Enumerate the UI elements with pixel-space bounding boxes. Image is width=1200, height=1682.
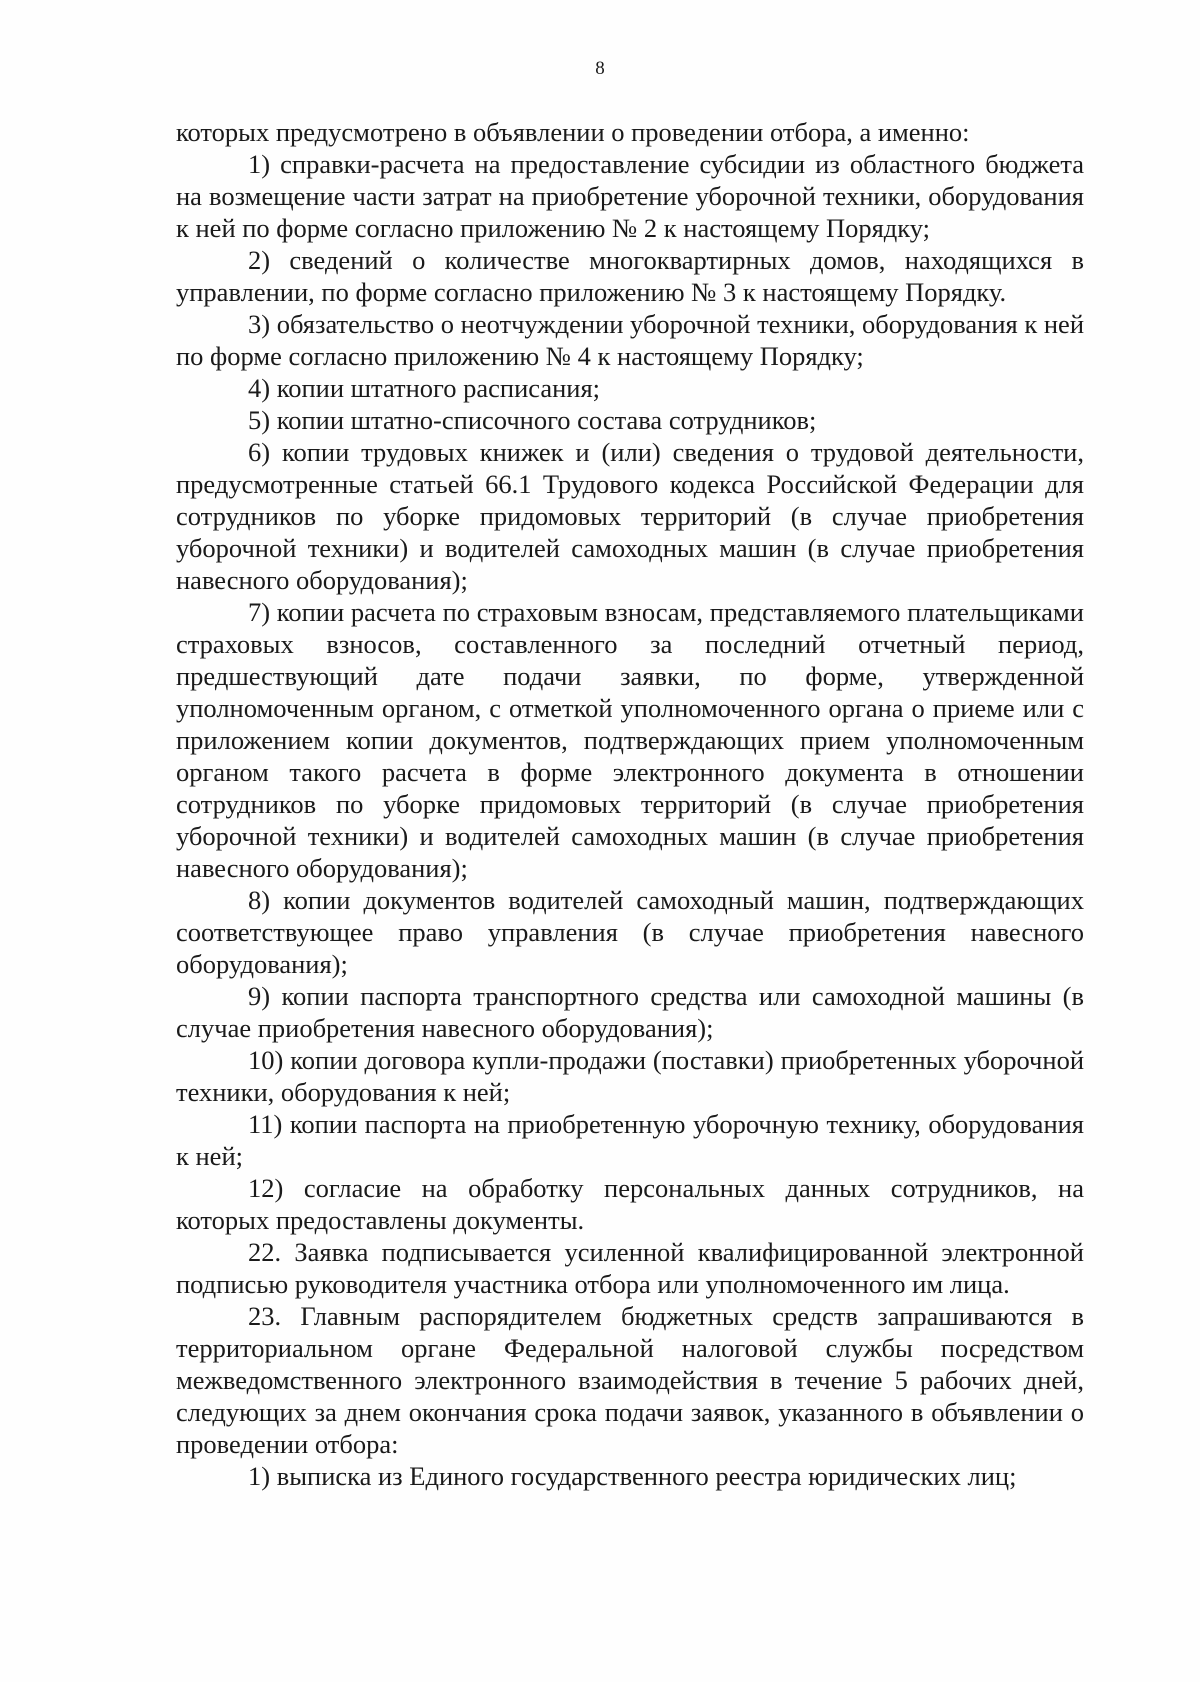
clause-23-tax-service-request: 23. Главным распорядителем бюджетных средств запрашиваются в территориальном органе Федеральной налоговой службы посредством межведомственного электронного взаимодействия в течение 5 рабочих дней, следующих за днем окончания срока подачи заявок, указанного в объявлении о проведении отбора: [176, 1301, 1084, 1459]
document-body [176, 116, 1084, 1492]
page-number: 8 [595, 58, 605, 79]
list-item-10-purchase-contract: 10) копии договора купли-продажи (поставки) приобретенных уборочной техники, оборудования к ней; [176, 1045, 1084, 1107]
list-item-8-driver-documents: 8) копии документов водителей самоходный машин, подтверждающих соответствующее право управления (в случае приобретения навесного оборудования); [176, 885, 1084, 979]
list-item-6-work-books: 6) копии трудовых книжек и (или) сведения о трудовой деятельности, предусмотренные статьей 66.1 Трудового кодекса Российской Федерации для сотрудников по уборке придомовых территорий (в случае приобретения уборочной техники) и водителей самоходных машин (в случае приобретения навесного оборудования); [176, 437, 1084, 595]
list-item-11-equipment-passport: 11) копии паспорта на приобретенную уборочную технику, оборудования к ней; [176, 1109, 1084, 1171]
list-item-9-vehicle-passport: 9) копии паспорта транспортного средства или самоходной машины (в случае приобретения навесного оборудования); [176, 981, 1084, 1043]
list-item-7-insurance-calculation: 7) копии расчета по страховым взносам, представляемого плательщиками страховых взносов, составленного за последний отчетный период, предшествующий дате подачи заявки, по форме, утвержденной уполномоченным органом, с отметкой уполномоченного органа о приеме или с приложением копии документов, подтверждающих прием уполномоченным органом такого расчета в форме электронного документа в отношении сотрудников по уборке придомовых территорий (в случае приобретения уборочной техники) и водителей самоходных машин (в случае приобретения навесного оборудования); [176, 597, 1084, 883]
list-item-5-staff-list: 5) копии штатно-списочного состава сотрудников; [248, 405, 817, 435]
list-item-2-apartment-buildings: 2) сведений о количестве многоквартирных домов, находящихся в управлении, по форме согласно приложению № 3 к настоящему Порядку. [176, 245, 1084, 307]
paragraph-continuation: которых предусмотрено в объявлении о проведении отбора, а именно: [176, 117, 970, 147]
list-item-12-personal-data-consent: 12) согласие на обработку персональных данных сотрудников, на которых предоставлены документы. [176, 1173, 1084, 1235]
list-item-1-legal-entities-register: 1) выписка из Единого государственного реестра юридических лиц; [248, 1461, 1017, 1491]
list-item-3-non-alienation: 3) обязательство о неотчуждении уборочной техники, оборудования к ней по форме согласно приложению № 4 к настоящему Порядку; [176, 309, 1084, 371]
list-item-4-staff-schedule: 4) копии штатного расписания; [248, 373, 601, 403]
clause-22-application-signature: 22. Заявка подписывается усиленной квалифицированной электронной подписью руководителя участника отбора или уполномоченного им лица. [176, 1237, 1084, 1299]
list-item-1-calculation-certificate: 1) справки-расчета на предоставление субсидии из областного бюджета на возмещение части затрат на приобретение уборочной техники, оборудования к ней по форме согласно приложению № 2 к настоящему Порядку; [176, 149, 1084, 243]
